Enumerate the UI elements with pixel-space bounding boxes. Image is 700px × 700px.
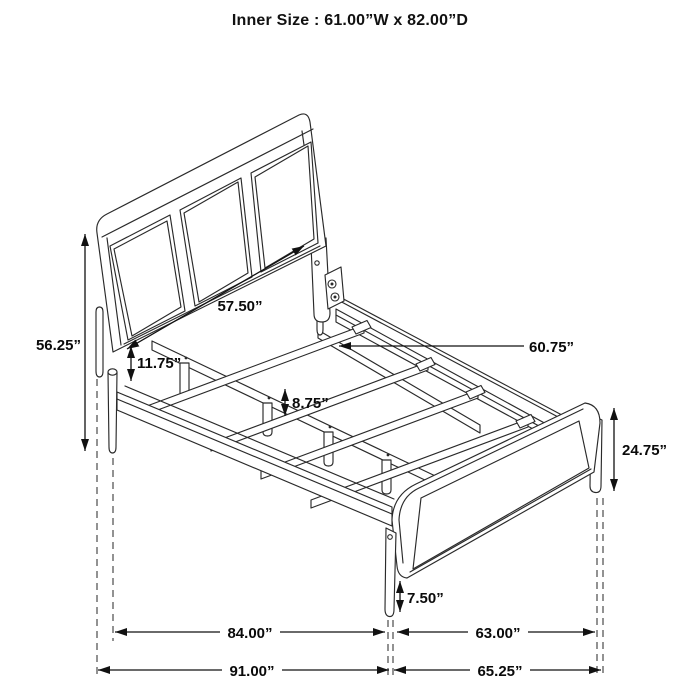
slat-length-label: 60.75” xyxy=(529,339,575,356)
rail-clearance-label: 11.75” xyxy=(137,355,182,372)
headboard-rear-left-leg xyxy=(96,307,103,377)
dimension-footboard-leg-height xyxy=(400,581,444,612)
footboard-leg-height-label: 7.50” xyxy=(407,590,444,607)
footboard-panel-frame xyxy=(392,403,600,578)
footboard-height-label: 24.75” xyxy=(622,442,668,459)
dimension-footboard-height xyxy=(614,408,667,491)
headboard-width-label: 57.50” xyxy=(217,298,263,315)
overall-depth-label: 91.00” xyxy=(229,663,275,680)
headboard-front-left-leg xyxy=(108,372,117,453)
center-leg-height-label: 8.75” xyxy=(292,395,329,412)
overall-width-label: 65.25” xyxy=(477,663,523,680)
dimension-rail-length xyxy=(115,622,385,642)
dimension-overall-width xyxy=(394,660,601,680)
dimension-center-leg-height xyxy=(285,389,329,416)
footboard-outer-width-label: 63.00” xyxy=(475,625,521,642)
dimension-headboard-height xyxy=(36,234,85,451)
footboard-front-leg xyxy=(385,528,396,617)
front-side-rail xyxy=(117,392,392,526)
inner-size-title: Inner Size : 61.00”W x 82.00”D xyxy=(231,12,469,29)
headboard-height-label: 56.25” xyxy=(35,337,81,354)
rail-mounting-bracket xyxy=(325,267,344,309)
rail-length-label: 84.00” xyxy=(227,625,273,642)
dimension-overall-depth xyxy=(98,660,389,680)
dimension-footboard-outer-width xyxy=(397,622,595,642)
